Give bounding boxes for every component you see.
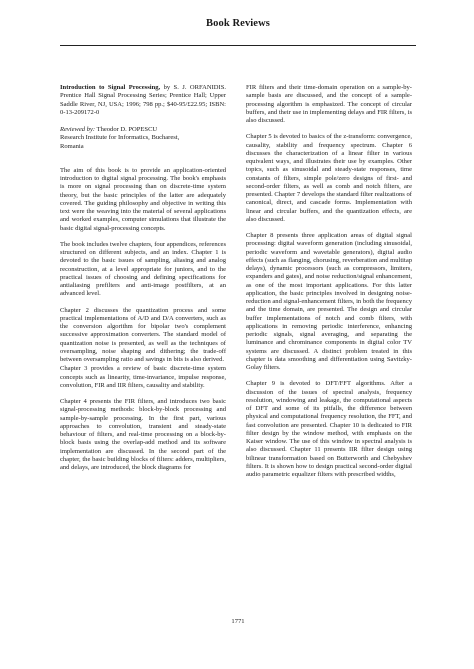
section-title: Book Reviews [206,18,270,29]
right-column [246,84,412,487]
reviewed-by-label: Reviewed by: [60,126,96,133]
left-column [60,84,226,480]
paragraph: FIR filters and their time-domain operation on a sample-by-sample basis are discussed, and the concept of a sample-processing algorithm is emphasized. The concept of circular buffers, and their use in implementing delays and FIR filters, is also discussed. [246,84,412,124]
reviewer-affiliation: Research Institute for Informatics, Bucharest, [60,134,180,142]
reviewer-name: Theodor D. POPESCU [95,126,158,133]
book-reference [60,84,226,117]
paragraph: The aim of this book is to provide an application-oriented introduction to digital signal processing. The book's emphasis is more on signal processing than on discrete-time system theory, but the basic principles of the latter are adequately covered. The guiding philosophy and objective in writing this text were the weaving into the material of several applications and worked examples, computer simulations that illustrate the basic digital signal-processing concepts. [60,166,226,232]
page-number: 1771 [231,618,245,625]
paragraph: Chapter 3 provides a review of basic discrete-time system concepts such as linearity, time-invariance, impulse response, convolution, FIR and IIR filters, causality and stability. [60,365,226,389]
header-rule [60,45,416,46]
paragraph: Chapter 2 discusses the quantization process and some practical implementations of A/D and D/A converters, such as the conversion algorithm for bipolar two's complement successive approximation converters. The standard model of quantization noise is presented, as well as the techniques of oversampling, noise shaping and dithering; the trade-off between oversampling ratio and savings in bits is also derived. [60,306,226,363]
book-details: by S. J. ORFANIDIS. Prentice Hall Signal Processing Series; Prentice Hall; Upper Saddle River, NJ, USA; 1996; 798 pp.; $40-95/£22.95; ISBN: 0-13-209172-0 [60,84,226,116]
book-title: Introduction to Signal Processing, [60,84,161,91]
paragraph: The book includes twelve chapters, four appendices, references structured on different subjects, and an index. Chapter 1 is devoted to the basic issues of sampling, aliasing and analog reconstruction, at a level appropriate for juniors, and to the practical issues of choosing and defining specifications for antialiasing prefilters and anti-image postfilters, at an advanced level. [60,240,226,298]
reviewer-country: Romania [60,142,84,150]
running-header [60,18,416,29]
paragraph: Chapter 4 presents the FIR filters, and introduces two basic signal-processing methods: block-by-block processing and sample-by-sample processing. In the first part, various approaches to convolution, transient and steady-state behaviour of filters, and real-time processing on a block-by-block basis using the overlap-add method and its software implementation are discussed. In the second part of the chapter, the basic building blocks of filters: adders, multipliers, and delays, are introduced, the block diagrams for [60,398,226,471]
reviewer-block [60,126,226,151]
paragraph: Chapter 9 is devoted to DFT/FFT algorithms. After a discussion of the issues of spectral analysis, frequency resolution, windowing and leakage, the computational aspects of DFT and some of its pitfalls, the difference between physical and computational frequency resolution, the FFT, and fast convolution are presented. Chapter 10 is dedicated to FIR filter design by the window method, with emphasis on the Kaiser window. The use of this window in spectral analysis is also discussed. Chapter 11 presents IIR filter design using bilinear transformation based on Butterworth and Chebyshev filters. It is shown how to design practical second-order digital audio parametric equalizer filters with prescribed widths, [246,380,412,478]
paragraph: Chapter 5 is devoted to basics of the z-transform: convergence, causality, stability and frequency spectrum. Chapter 6 discusses the characterization of a linear filter in various equivalent ways, and illustrates their use by examples. Other topics, such as sinusoidal and steady-state responses, time constants of filters, simple pole/zero designs of first- and second-order filters, as well as comb and notch filters, are presented. Chapter 7 develops the standard filter realizations of canonical, direct, and cascade forms. Implementation with linear and circular buffers, and the quantization effects, are also discussed. [246,133,412,223]
paragraph: Chapter 8 presents three application areas of digital signal processing: digital waveform generation (including sinusoidal, periodic waveform and wavetable generators), digital audio effects (such as flanging, chorusing, reverberation and multitap delays), dynamic processors (such as compressors, limiters, expanders and gates), and noise reduction/signal enhancement, as one of the most important applications. For this latter application, the basic principles involved in designing noise-reduction and signal-enhancement filters, in both the frequency and the time domain, are presented. The design and circular buffer implementations of notch and comb filters, with applications in removing periodic interference, enhancing periodic signals, signal averaging, and separating the luminance and chrominance components in digital color TV systems are discussed. A distinct problem treated in this chapter is data smoothing and differentiation using Savitzky-Golay filters. [246,232,412,371]
